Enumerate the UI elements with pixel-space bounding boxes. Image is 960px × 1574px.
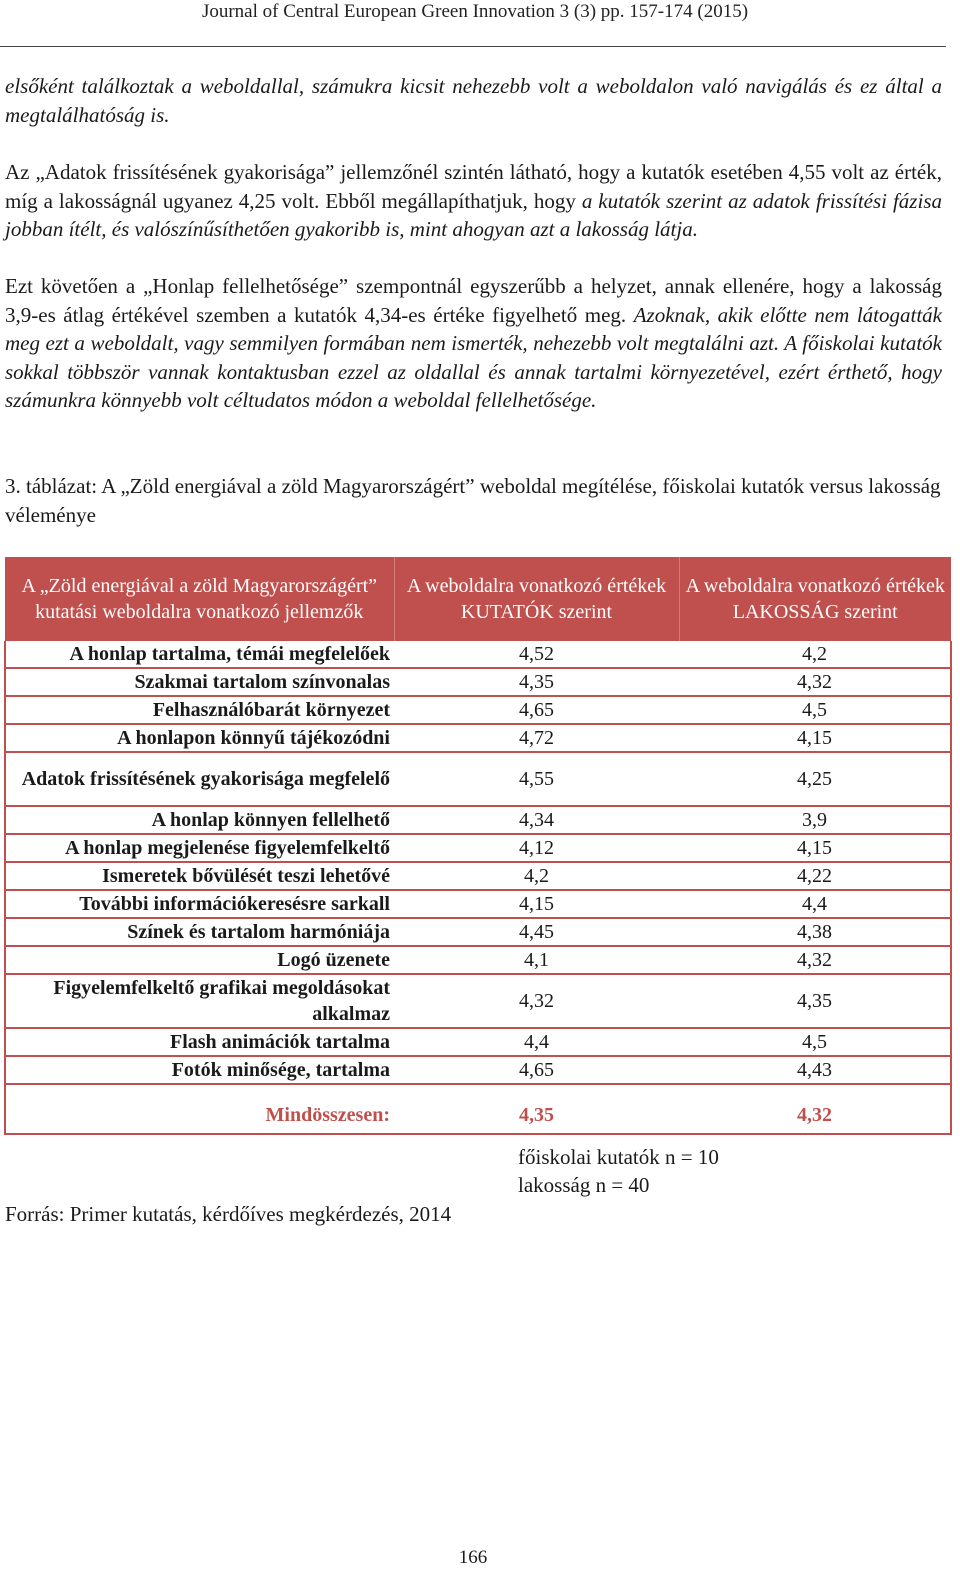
journal-header: Journal of Central European Green Innovation 3 (3) pp. 157-174 (2015): [201, 1, 749, 22]
row-label: Adatok frissítésének gyakorisága megfelelő: [5, 752, 394, 806]
public-value: 4,5: [679, 1028, 951, 1056]
header-public: A weboldalra vonatkozó értékek LAKOSSÁG szerint: [679, 557, 951, 641]
table-row: [5, 641, 951, 668]
page-number: 166: [458, 1547, 488, 1568]
table-caption: 3. táblázat: A „Zöld energiával a zöld Magyarországért” weboldal megítélése, főiskolai kutatók versus lakosság véleménye: [5, 474, 941, 527]
public-value: 4,38: [679, 918, 951, 946]
public-value: 4,4: [679, 890, 951, 918]
total-researchers: 4,35: [394, 1097, 679, 1134]
table-row: [5, 668, 951, 696]
spacer-cell: [679, 1084, 951, 1097]
researchers-value: 4,72: [394, 724, 679, 752]
row-label: Flash animációk tartalma: [5, 1028, 394, 1056]
table-row: [5, 752, 951, 806]
researchers-value: 4,65: [394, 696, 679, 724]
public-value: 4,25: [679, 752, 951, 806]
public-value: 4,32: [679, 668, 951, 696]
paragraph-3-text: Ezt követően a „Honlap fellelhetősége” szempontnál egyszerűbb a helyzet, annak ellenére, hogy a lakosság 3,9-es átlag értékével szemben a kutatók 4,34-es értéke figyelhető meg.: [5, 274, 942, 327]
table-row: [5, 890, 951, 918]
public-value: 4,2: [679, 641, 951, 668]
table-header-row: [5, 557, 951, 641]
paragraph-3-italic: Azoknak, akik előtte nem látogatták meg ezt a weboldalt, vagy semmilyen formában nem ismerték, nehezebb volt megtalálni azt. A főiskolai kutatók sokkal többször vannak kontaktusban ezzel az oldallal és annak tartalmi környezetével, ezért érthető, hogy számunkra könnyebb volt céltudatos módon a weboldal fellelhetősége.: [5, 302, 942, 412]
researchers-value: 4,2: [394, 862, 679, 890]
header-divider: [0, 46, 946, 47]
row-label: Színek és tartalom harmóniája: [5, 918, 394, 946]
sample-note-researchers: főiskolai kutatók n = 10: [518, 1145, 719, 1169]
row-label: A honlap megjelenése figyelemfelkeltő: [5, 834, 394, 862]
table-row: [5, 862, 951, 890]
researchers-value: 4,65: [394, 1056, 679, 1084]
table-total-row: [5, 1097, 951, 1134]
spacer-cell: [5, 1084, 394, 1097]
researchers-value: 4,4: [394, 1028, 679, 1056]
paragraph-2-italic: a kutatók szerint az adatok frissítési fázisa jobban ítélt, és valószínűsíthetően gyakoribb is, mint ahogyan azt a lakosság látja.: [5, 188, 942, 241]
researchers-value: 4,55: [394, 752, 679, 806]
researchers-value: 4,15: [394, 890, 679, 918]
row-label: A honlapon könnyű tájékozódni: [5, 724, 394, 752]
researchers-value: 4,34: [394, 806, 679, 834]
row-label: Figyelemfelkeltő grafikai megoldásokat alkalmaz: [5, 974, 394, 1028]
table-row: [5, 724, 951, 752]
header-criteria: A „Zöld energiával a zöld Magyarországért” kutatási weboldalra vonatkozó jellemzők: [5, 557, 394, 641]
paragraph-1: [5, 72, 942, 129]
public-value: 4,15: [679, 834, 951, 862]
row-label: Fotók minősége, tartalma: [5, 1056, 394, 1084]
public-value: 4,43: [679, 1056, 951, 1084]
header-researchers: A weboldalra vonatkozó értékek KUTATÓK szerint: [394, 557, 679, 641]
public-value: 3,9: [679, 806, 951, 834]
public-value: 4,35: [679, 974, 951, 1028]
public-value: 4,22: [679, 862, 951, 890]
row-label: Felhasználóbarát környezet: [5, 696, 394, 724]
source-note: Forrás: Primer kutatás, kérdőíves megkérdezés, 2014: [5, 1202, 452, 1226]
total-label: Mindösszesen:: [5, 1097, 394, 1134]
table-row: [5, 946, 951, 974]
researchers-value: 4,52: [394, 641, 679, 668]
total-public: 4,32: [679, 1097, 951, 1134]
row-label: Szakmai tartalom színvonalas: [5, 668, 394, 696]
public-value: 4,32: [679, 946, 951, 974]
sample-note-public: lakosság n = 40: [518, 1173, 650, 1197]
table-row: [5, 918, 951, 946]
paragraph-3: [5, 272, 942, 415]
paragraph-2-text: Az „Adatok frissítésének gyakorisága” jellemzőnél szintén látható, hogy a kutatók esetében 4,55 volt az érték, míg a lakosságnál ugyanez 4,25 volt. Ebből megállapíthatjuk, hogy: [5, 160, 942, 213]
public-value: 4,5: [679, 696, 951, 724]
researchers-value: 4,32: [394, 974, 679, 1028]
row-label: A honlap könnyen fellelhető: [5, 806, 394, 834]
spacer-cell: [394, 1084, 679, 1097]
public-value: 4,15: [679, 724, 951, 752]
table-row: [5, 1056, 951, 1084]
researchers-value: 4,1: [394, 946, 679, 974]
table-row: [5, 806, 951, 834]
ratings-table: [4, 557, 952, 1135]
table-spacer-row: [5, 1084, 951, 1097]
researchers-value: 4,12: [394, 834, 679, 862]
row-label: A honlap tartalma, témái megfelelőek: [5, 641, 394, 668]
table-row: [5, 1028, 951, 1056]
table-row: [5, 696, 951, 724]
paragraph-1-italic: elsőként találkoztak a weboldallal, számukra kicsit nehezebb volt a weboldalon való navigálás és ez által a megtalálhatóság is.: [5, 74, 942, 127]
table-body: [5, 641, 951, 1134]
researchers-value: 4,35: [394, 668, 679, 696]
table-row: [5, 834, 951, 862]
row-label: Logó üzenete: [5, 946, 394, 974]
table-row: [5, 974, 951, 1028]
row-label: További információkeresésre sarkall: [5, 890, 394, 918]
paragraph-2: [5, 158, 942, 244]
researchers-value: 4,45: [394, 918, 679, 946]
row-label: Ismeretek bővülését teszi lehetővé: [5, 862, 394, 890]
